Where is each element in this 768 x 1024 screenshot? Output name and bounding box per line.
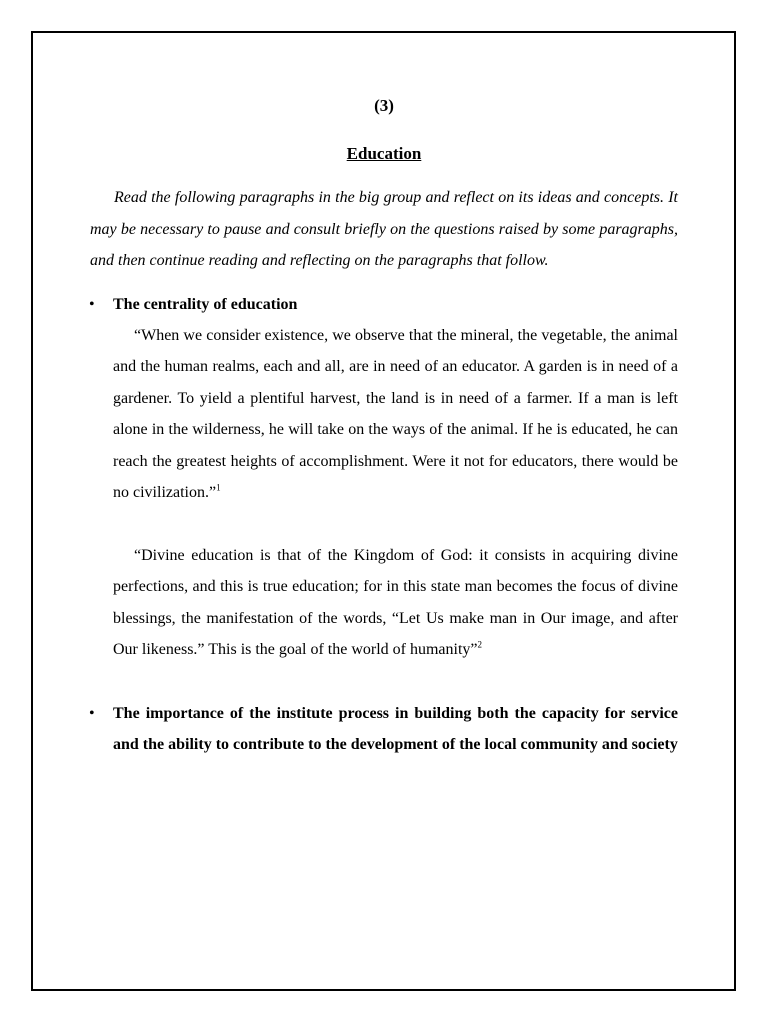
intro-paragraph: Read the following paragraphs in the big group and reflect on its ideas and concepts. It may be necessary to pause and consult briefly on the questions raised by some paragraphs, and then continue reading and reflecting on the paragraphs that follow. xyxy=(90,189,678,269)
quote-paragraph xyxy=(113,320,678,509)
bullet-icon: • xyxy=(89,295,95,313)
quote-text: “When we consider existence, we observe that the mineral, the vegetable, the animal and the human realms, each and all, are in need of an educator. A garden is in need of a gardener. To yield a plentiful harvest, the land is in need of a farmer. If a man is left alone in the wilderness, he will take on the ways of the animal. If he is educated, he can reach the greatest heights of accomplishment. Were it not for educators, there would be no civilization.” xyxy=(113,326,678,501)
bullet-centrality-of-education xyxy=(90,289,678,666)
document-content xyxy=(90,92,678,760)
footnote-marker: 1 xyxy=(216,482,221,493)
bullet-institute-process xyxy=(90,698,678,760)
bullet-heading: The importance of the institute process in building both the capacity for service and the ability to contribute to the development of the local community and society xyxy=(113,704,678,753)
section-number: (3) xyxy=(374,96,394,115)
section-title: Education xyxy=(346,144,422,163)
footnote-marker: 2 xyxy=(477,639,483,650)
quote-paragraph xyxy=(113,540,678,666)
quote-text: “Divine education is that of the Kingdom of God: it consists in acquiring divine perfections, and this is true education; for in this state man becomes the focus of divine blessings, the manifestation of the words, “Let Us make man in Our image, and after Our likeness.” This is the goal of the world of humanity” xyxy=(113,546,678,658)
bullet-heading: The centrality of education xyxy=(113,295,298,313)
bullet-icon: • xyxy=(89,704,95,722)
